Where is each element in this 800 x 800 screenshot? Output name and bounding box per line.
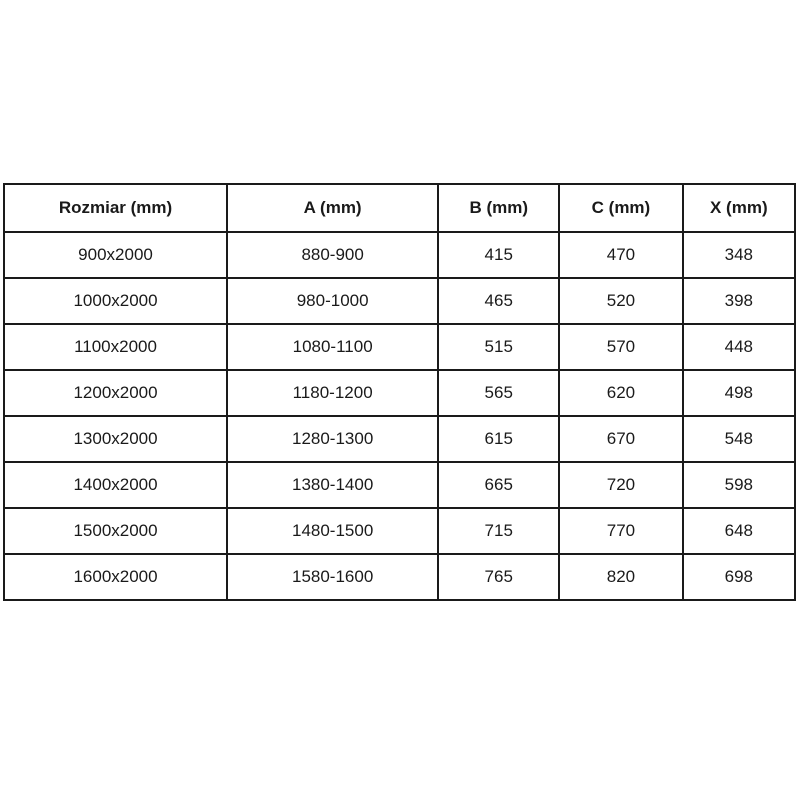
table-cell: 565 xyxy=(438,370,559,416)
table-cell: 620 xyxy=(559,370,682,416)
table-cell: 765 xyxy=(438,554,559,600)
header-row xyxy=(4,184,795,232)
table-cell: 1200x2000 xyxy=(4,370,227,416)
table-cell: 698 xyxy=(683,554,795,600)
table-cell: 1300x2000 xyxy=(4,416,227,462)
table-cell: 415 xyxy=(438,232,559,278)
table-cell: 1500x2000 xyxy=(4,508,227,554)
column-header: X (mm) xyxy=(683,184,795,232)
table-row xyxy=(4,278,795,324)
table-cell: 665 xyxy=(438,462,559,508)
table-cell: 470 xyxy=(559,232,682,278)
column-header: Rozmiar (mm) xyxy=(4,184,227,232)
table-cell: 465 xyxy=(438,278,559,324)
table-cell: 720 xyxy=(559,462,682,508)
table-cell: 648 xyxy=(683,508,795,554)
table-cell: 498 xyxy=(683,370,795,416)
table-cell: 615 xyxy=(438,416,559,462)
table-row xyxy=(4,416,795,462)
table-row xyxy=(4,508,795,554)
table-cell: 1180-1200 xyxy=(227,370,438,416)
table-cell: 820 xyxy=(559,554,682,600)
table-cell: 880-900 xyxy=(227,232,438,278)
table-cell: 900x2000 xyxy=(4,232,227,278)
table-cell: 1580-1600 xyxy=(227,554,438,600)
table-cell: 548 xyxy=(683,416,795,462)
column-header: C (mm) xyxy=(559,184,682,232)
table-cell: 598 xyxy=(683,462,795,508)
table-cell: 1380-1400 xyxy=(227,462,438,508)
column-header: A (mm) xyxy=(227,184,438,232)
table-cell: 1480-1500 xyxy=(227,508,438,554)
table-cell: 1000x2000 xyxy=(4,278,227,324)
table-cell: 1400x2000 xyxy=(4,462,227,508)
table-cell: 980-1000 xyxy=(227,278,438,324)
table-row xyxy=(4,462,795,508)
table-cell: 398 xyxy=(683,278,795,324)
table-cell: 448 xyxy=(683,324,795,370)
table-row xyxy=(4,232,795,278)
table-cell: 770 xyxy=(559,508,682,554)
table-cell: 715 xyxy=(438,508,559,554)
table-cell: 348 xyxy=(683,232,795,278)
table-cell: 1280-1300 xyxy=(227,416,438,462)
dimensions-table xyxy=(3,183,796,601)
table-row xyxy=(4,324,795,370)
table-cell: 1100x2000 xyxy=(4,324,227,370)
table-cell: 570 xyxy=(559,324,682,370)
table-cell: 670 xyxy=(559,416,682,462)
table-cell: 515 xyxy=(438,324,559,370)
column-header: B (mm) xyxy=(438,184,559,232)
table-cell: 520 xyxy=(559,278,682,324)
table-cell: 1600x2000 xyxy=(4,554,227,600)
table-body xyxy=(4,232,795,600)
table-cell: 1080-1100 xyxy=(227,324,438,370)
table-row xyxy=(4,370,795,416)
table-row xyxy=(4,554,795,600)
